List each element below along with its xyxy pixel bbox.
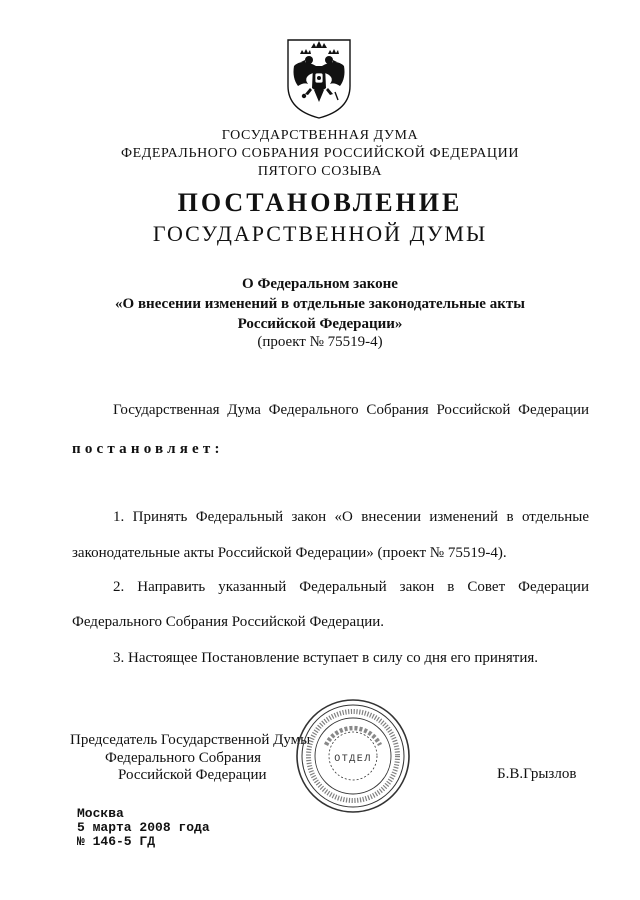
footer-date: 5 марта 2008 года — [77, 820, 210, 835]
signatory-name: Б.В.Грызлов — [497, 766, 577, 782]
signatory-title-line-3: Российской Федерации — [118, 767, 267, 783]
footer-city: Москва — [77, 806, 124, 821]
item-2-line-2: Федерального Собрания Российской Федерации. — [72, 614, 385, 630]
item-3-line-1: 3. Настоящее Постановление вступает в силу со дня его принятия. — [113, 650, 539, 666]
document-issuer-title: ГОСУДАРСТВЕННОЙ ДУМЫ — [152, 221, 488, 246]
document-type-title: ПОСТАНОВЛЕНИЕ — [177, 188, 463, 217]
header-line-duma: ГОСУДАРСТВЕННАЯ ДУМА — [221, 128, 419, 143]
preamble-verb: постановляет: — [72, 441, 224, 457]
header-line-assembly: ФЕДЕРАЛЬНОГО СОБРАНИЯ РОССИЙСКОЙ ФЕДЕРАЦИИ — [120, 146, 520, 161]
coat-of-arms-icon — [280, 36, 358, 120]
item-1-line-1: 1. Принять Федеральный закон «О внесении изменений в отдельные — [113, 509, 589, 525]
signatory-title-line-2: Федерального Собрания — [105, 750, 262, 766]
header-line-convocation: ПЯТОГО СОЗЫВА — [257, 164, 383, 179]
item-2-line-1: 2. Направить указанный Федеральный закон в Совет Федерации — [113, 579, 589, 595]
protocol-department-seal-icon — [294, 697, 412, 815]
subject-line-2: «О внесении изменений в отдельные законодательные акты — [115, 296, 525, 312]
item-1-line-2: законодательные акты Российской Федерации» (проект № 75519-4). — [72, 545, 507, 561]
subject-bill-number: (проект № 75519-4) — [257, 334, 383, 350]
preamble-line: Государственная Дума Федерального Собрания Российской Федерации — [113, 402, 589, 418]
subject-line-1: О Федеральном законе — [242, 276, 398, 292]
subject-line-3: Российской Федерации» — [237, 316, 403, 332]
footer-number: № 146-5 ГД — [77, 834, 156, 849]
stamp-center-text: ОТДЕЛ — [334, 754, 372, 765]
signatory-title-line-1: Председатель Государственной Думы — [70, 732, 311, 748]
